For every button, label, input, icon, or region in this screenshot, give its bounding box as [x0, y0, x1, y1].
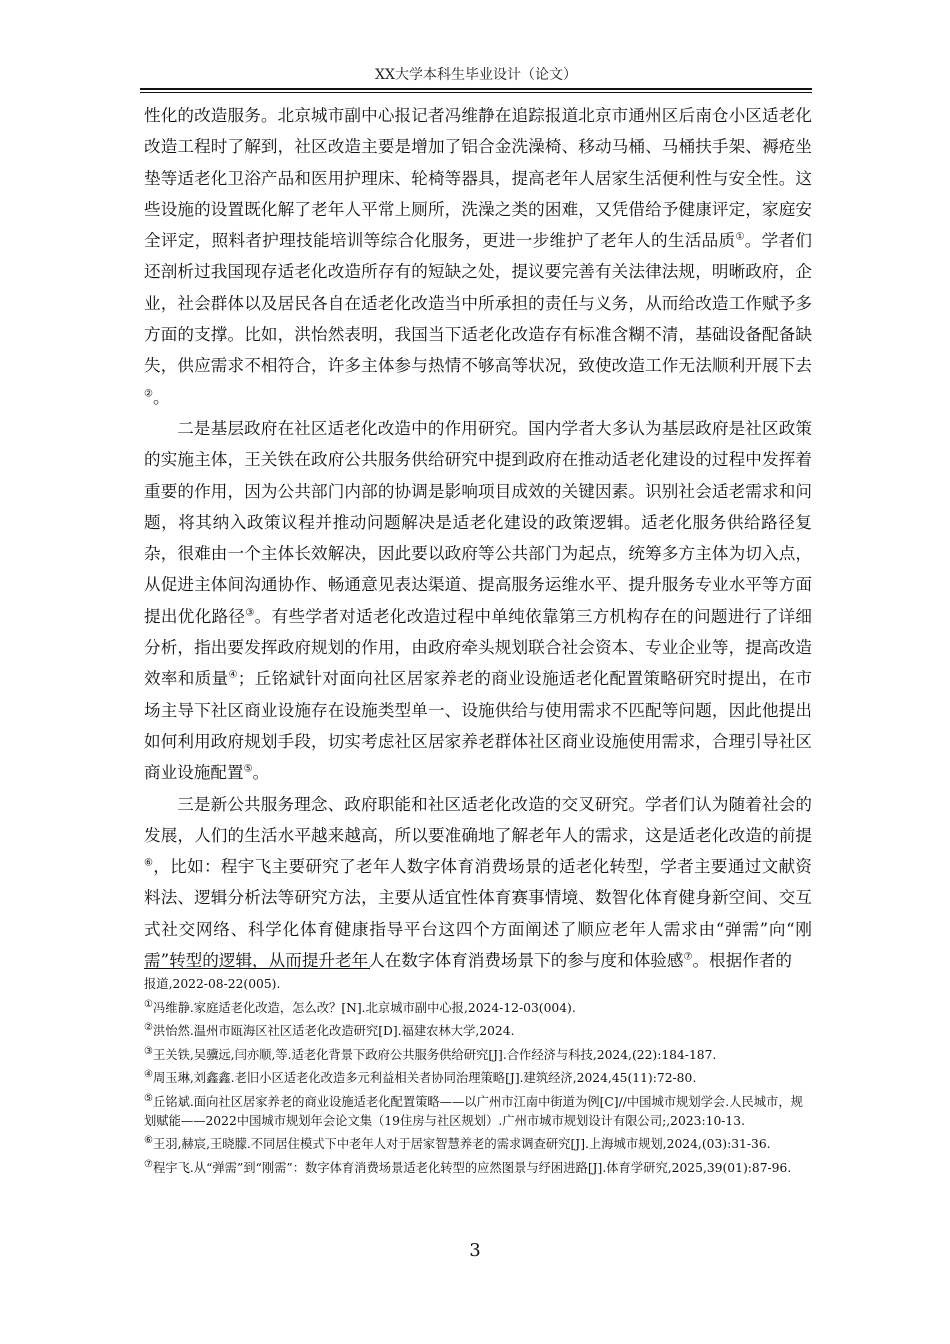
paragraph-text: ；丘铭斌针对面向社区居家养老的商业设施适老化配置策略研究时提出，在市场主导下社区商业设施存在设施类型单一、设施供给与使用需求不匹配等问题，因此他提出如何利用政府规划手段，切实考虑社区居家养老群体社区商业设施使用需求，合理引导社区商业设施配置 — [144, 669, 813, 783]
paragraph-text: 。有些学者对适老化改造过程中单纯依靠第三方机构存在的问题进行了详细分析，指出要发挥政府规划的作用，由政府牵头规划联合社会资本、专业企业等，提高改造效率和质量 — [144, 606, 813, 689]
footnote-entry — [144, 999, 812, 1018]
footnote-reference: ① — [735, 231, 745, 243]
footnote-text: 周玉琳,刘鑫鑫.老旧小区适老化改造多元利益相关者协同治理策略[J].建筑经济,2024,45(11):72-80. — [152, 1071, 697, 1085]
footnote-mark: ① — [144, 998, 153, 1010]
header-rule-thin — [140, 92, 812, 93]
footnote-mark: ⑥ — [144, 1134, 153, 1146]
body-paragraph — [144, 100, 812, 413]
header-rule — [140, 88, 812, 90]
body-paragraph — [144, 789, 812, 977]
footnote-reference: ⑦ — [683, 951, 693, 963]
footnote-mark: ⑤ — [144, 1092, 153, 1104]
footnote-separator — [144, 968, 370, 969]
footnote-mark: ③ — [144, 1045, 153, 1057]
paragraph-text: ，比如：程宇飞主要研究了老年人数字体育消费场景的适老化转型，学者主要通过文献资料法、逻辑分析法等研究方法，主要从适宜性体育赛事情境、数智化体育健身新空间、交互式社交网络、科学化体育健康指导平台这四个方面阐述了顺应老年人需求由“弹需”向“刚需”转型的逻辑，从而提升老年人在数字体育消费场景下的参与度和体验感 — [144, 857, 813, 971]
page-header: XX大学本科生毕业设计（论文） — [375, 67, 577, 83]
paragraph-text: 二是基层政府在社区适老化改造中的作用研究。国内学者大多认为基层政府是社区政策的实施主体，王关铁在政府公共服务供给研究中提到政府在推动适老化建设的过程中发挥着重要的作用，因为公共部门内部的协调是影响项目成效的关键因素。识别社会适老需求和问题，将其纳入政策议程并推动问题解决是适老化建设的政策逻辑。适老化服务供给路径复杂，很难由一个主体长效解决，因此要以政府等公共部门为起点，统筹多方主体为切入点，从促进主体间沟通协作、畅通意见表达渠道、提高服务运维水平、提升服务专业水平等方面提出优化路径 — [144, 418, 812, 626]
footnote-text: 程宇飞.从“弹需”到“刚需”：数字体育消费场景适老化转型的应然图景与纾困进路[J].体育学研究,2025,39(01):87-96. — [152, 1160, 792, 1175]
footnote-reference: ⑤ — [243, 763, 253, 775]
footnote-reference: ⑥ — [144, 857, 154, 869]
body-paragraph — [144, 413, 812, 789]
footnote-entry — [144, 1159, 812, 1178]
footnote-text: 洪怡然.温州市瓯海区社区适老化改造研究[D].福建农林大学,2024. — [152, 1024, 515, 1038]
footnote-entry — [144, 1046, 812, 1065]
footnote-text: 王羽,赫宸,王晓朦.不同居住模式下中老年人对于居家智慧养老的需求调查研究[J].上海城市规划,2024,(03):31-36. — [152, 1137, 771, 1151]
paragraph-text: 。根据作者的 — [692, 951, 793, 971]
footnotes — [144, 975, 812, 1182]
footnote-text: 报道,2022-08-22(005). — [144, 977, 281, 991]
footnote-reference: ④ — [228, 669, 238, 681]
footnote-mark: ② — [144, 1021, 153, 1033]
footnote-mark: ④ — [144, 1068, 153, 1080]
footnote-entry — [144, 1069, 812, 1088]
footnote-reference: ③ — [245, 607, 255, 619]
paragraph-text: 。 — [252, 763, 270, 783]
paragraph-text: 。学者们还剖析过我国现存适老化改造所存有的短缺之处，提议要完善有关法律法规，明晰政府，企业，社会群体以及居民各自在适老化改造当中所承担的责任与义务，从而给改造工作赋予多方面的支撑。比如，洪怡然表明，我国当下适老化改造存有标准含糊不清，基础设备配备缺失，供应需求不相符合，许多主体参与热情不够高等状况，致使改造工作无法顺利开展下去 — [144, 231, 813, 376]
footnote-mark: ⑦ — [144, 1158, 153, 1170]
footnote-text: 丘铭斌.面向社区居家养老的商业设施适老化配置策略——以广州市江南中街道为例[C]//中国城市规划学会.人民城市，规划赋能——2022中国城市规划年会论文集（19住房与社区规划）.广州市城市规划设计有限公司;,2023:10-13. — [144, 1094, 803, 1128]
footnote-entry — [144, 975, 812, 994]
body-text — [144, 100, 812, 976]
paragraph-text: 。 — [152, 387, 170, 407]
footnote-reference: ② — [144, 388, 153, 400]
footnote-text: 冯维静.家庭适老化改造，怎么改？[N].北京城市副中心报,2024-12-03(004). — [152, 1000, 576, 1015]
footnote-entry — [144, 1135, 812, 1154]
footnote-entry — [144, 1093, 812, 1131]
footnote-entry — [144, 1022, 812, 1041]
paragraph-text: 三是新公共服务理念、政府职能和社区适老化改造的交叉研究。学者们认为随着社会的发展，人们的生活水平越来越高，所以要准确地了解老年人的需求，这是适老化改造的前提 — [144, 794, 812, 845]
page-number: 3 — [469, 1240, 481, 1261]
footnote-text: 王关铁,吴骥远,闫亦顺,等.适老化背景下政府公共服务供给研究[J].合作经济与科技,2024,(22):184-187. — [152, 1047, 717, 1062]
paragraph-text: 性化的改造服务。北京城市副中心报记者冯维静在追踪报道北京市通州区后南仓小区适老化改造工程时了解到，社区改造主要是增加了铝合金洗澡椅、移动马桶、马桶扶手架、褥疮坐垫等适老化卫浴产品和医用护理床、轮椅等器具，提高老年人居家生活便利性与安全性。这些设施的设置既化解了老年人平常上厕所，洗澡之类的困难，又凭借给予健康评定，家庭安全评定，照料者护理技能培训等综合化服务，更进一步维护了老年人的生活品质 — [144, 106, 812, 251]
